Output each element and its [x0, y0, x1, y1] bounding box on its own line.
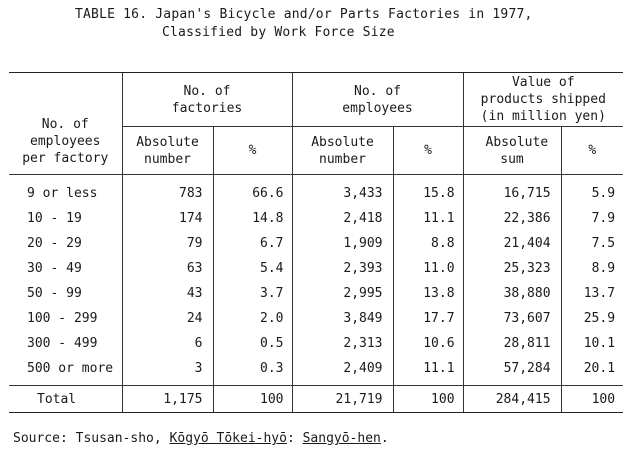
- table-row: [9, 231, 623, 256]
- employees-count: 3,433: [292, 175, 393, 207]
- value-pct: 7.9: [561, 206, 623, 231]
- employees-pct: 11.1: [393, 206, 463, 231]
- factories-pct: 14.8: [213, 206, 292, 231]
- header-factories-pct: %: [213, 127, 292, 175]
- total-employees-pct: 100: [393, 386, 463, 413]
- total-factories-pct: 100: [213, 386, 292, 413]
- source-work-title-1: Kōgyō Tōkei-hyō: [169, 431, 287, 446]
- value-sum: 57,284: [463, 356, 561, 386]
- employees-count: 2,409: [292, 356, 393, 386]
- total-employees: 21,719: [292, 386, 393, 413]
- total-label: Total: [9, 386, 122, 413]
- employees-pct: 11.0: [393, 256, 463, 281]
- factories-count: 63: [122, 256, 213, 281]
- value-pct: 25.9: [561, 306, 623, 331]
- row-label: 100 - 299: [27, 311, 98, 326]
- value-sum: 16,715: [463, 175, 561, 207]
- employees-count: 1,909: [292, 231, 393, 256]
- employees-count: 3,849: [292, 306, 393, 331]
- employees-count: 2,313: [292, 331, 393, 356]
- employees-count: 2,393: [292, 256, 393, 281]
- header-no-of-employees: No. of employees: [292, 73, 463, 127]
- total-factories: 1,175: [122, 386, 213, 413]
- header-factories-absolute: Absolute number: [122, 127, 213, 175]
- factories-pct: 66.6: [213, 175, 292, 207]
- factories-pct: 0.3: [213, 356, 292, 386]
- table-row: [9, 206, 623, 231]
- header-employees-pct: %: [393, 127, 463, 175]
- source-note: [13, 431, 389, 446]
- factories-count: 43: [122, 281, 213, 306]
- table-row: [9, 175, 623, 207]
- table-row: [9, 281, 623, 306]
- table-row: [9, 306, 623, 331]
- source-suffix: .: [380, 431, 389, 446]
- header-employees-absolute: Absolute number: [292, 127, 393, 175]
- row-label: 300 - 499: [27, 336, 98, 351]
- factories-pct: 5.4: [213, 256, 292, 281]
- header-no-of-factories: No. of factories: [122, 73, 292, 127]
- row-label: 50 - 99: [27, 286, 82, 301]
- header-value-shipped: Value of products shipped (in million yen): [463, 73, 623, 127]
- table-title-line-1: TABLE 16. Japan's Bicycle and/or Parts Factories in 1977,: [75, 7, 533, 22]
- value-pct: 13.7: [561, 281, 623, 306]
- factories-count: 3: [122, 356, 213, 386]
- row-label: 10 - 19: [27, 211, 82, 226]
- factories-count: 174: [122, 206, 213, 231]
- factories-pct: 0.5: [213, 331, 292, 356]
- source-work-title-2: Sangyō-hen: [302, 431, 381, 446]
- row-label: 30 - 49: [27, 261, 82, 276]
- value-sum: 73,607: [463, 306, 561, 331]
- employees-pct: 13.8: [393, 281, 463, 306]
- factories-pct: 3.7: [213, 281, 292, 306]
- total-value-pct: 100: [561, 386, 623, 413]
- factories-count: 6: [122, 331, 213, 356]
- value-sum: 38,880: [463, 281, 561, 306]
- header-employees-per-factory: No. of employees per factory: [9, 73, 122, 175]
- employees-pct: 15.8: [393, 175, 463, 207]
- table-row: [9, 356, 623, 386]
- row-label: 20 - 29: [27, 236, 82, 251]
- employees-count: 2,995: [292, 281, 393, 306]
- employees-pct: 8.8: [393, 231, 463, 256]
- row-label: 500 or more: [27, 361, 114, 376]
- employees-count: 2,418: [292, 206, 393, 231]
- source-separator: :: [286, 431, 303, 446]
- factories-count: 24: [122, 306, 213, 331]
- header-value-absolute: Absolute sum: [463, 127, 561, 175]
- factories-count: 783: [122, 175, 213, 207]
- total-row: [9, 386, 623, 413]
- value-pct: 8.9: [561, 256, 623, 281]
- value-sum: 28,811: [463, 331, 561, 356]
- value-pct: 5.9: [561, 175, 623, 207]
- table-row: [9, 331, 623, 356]
- source-prefix: Source: Tsusan-sho,: [13, 431, 170, 446]
- total-value: 284,415: [463, 386, 561, 413]
- value-sum: 21,404: [463, 231, 561, 256]
- employees-pct: 17.7: [393, 306, 463, 331]
- value-pct: 7.5: [561, 231, 623, 256]
- value-sum: 25,323: [463, 256, 561, 281]
- factories-pct: 2.0: [213, 306, 292, 331]
- row-label: 9 or less: [27, 186, 98, 201]
- value-sum: 22,386: [463, 206, 561, 231]
- data-table: [9, 72, 623, 413]
- value-pct: 10.1: [561, 331, 623, 356]
- table-row: [9, 256, 623, 281]
- factories-pct: 6.7: [213, 231, 292, 256]
- value-pct: 20.1: [561, 356, 623, 386]
- table-title-line-2: Classified by Work Force Size: [162, 25, 395, 40]
- employees-pct: 11.1: [393, 356, 463, 386]
- factories-count: 79: [122, 231, 213, 256]
- header-value-pct: %: [561, 127, 623, 175]
- employees-pct: 10.6: [393, 331, 463, 356]
